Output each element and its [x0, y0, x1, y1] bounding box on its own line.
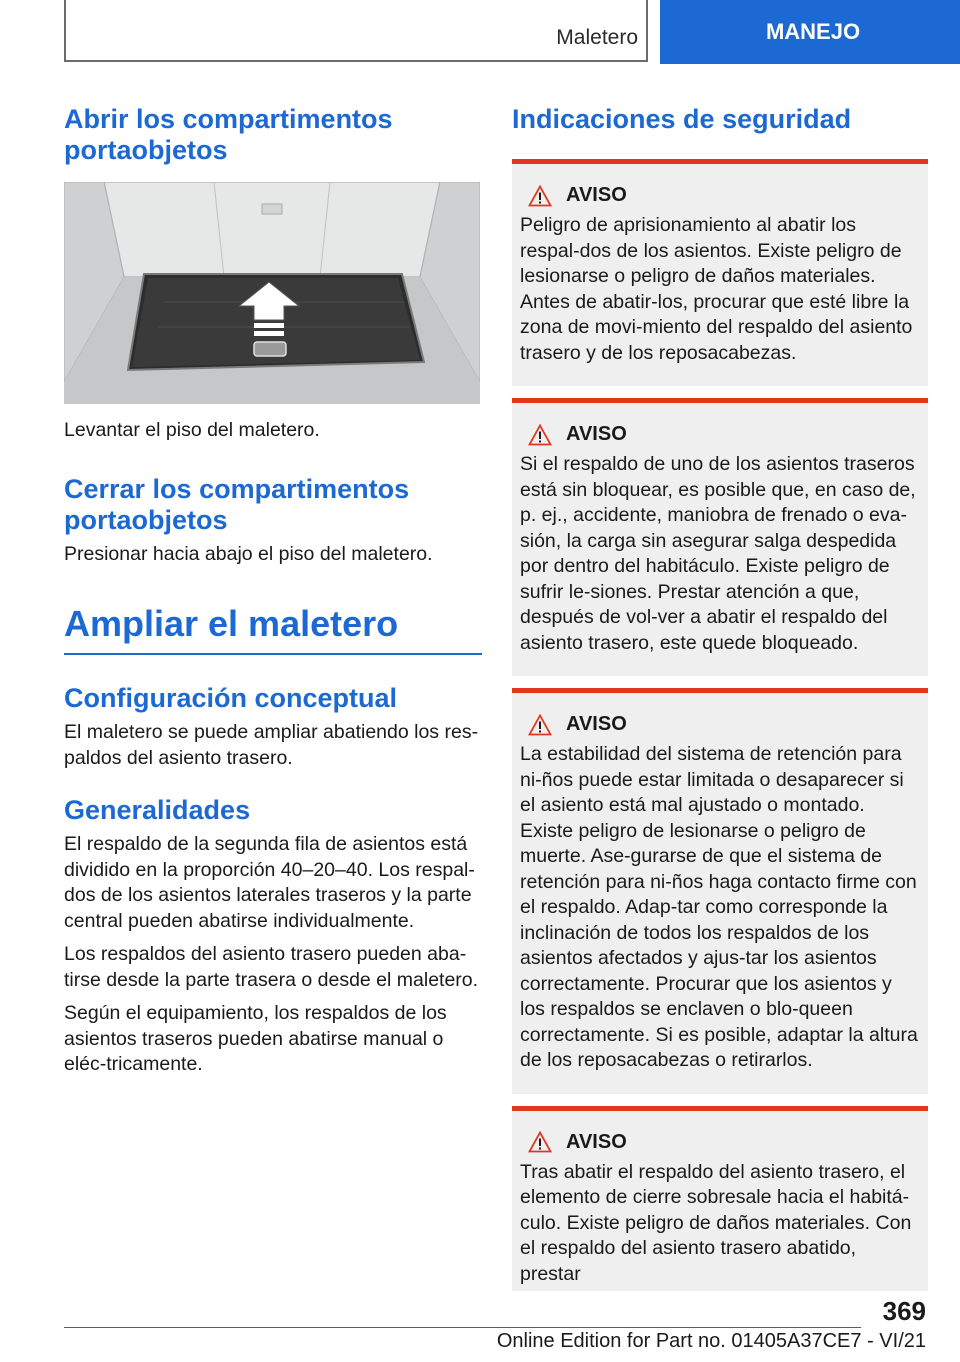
paragraph-general-3: Según el equipamiento, los respaldos de los asientos traseros pueden abatirse manual o eléc-tricamente. [64, 1002, 447, 1075]
warning-header [520, 184, 920, 207]
page-number: 369 [882, 1296, 926, 1326]
warning-text: Tras abatir el respaldo del asiento trasero, el elemento de cierre sobresale hacia el habitá-culo. Existe peligro de daños materiales. Con el respaldo del asiento trasero abatido, prestar [520, 1160, 912, 1285]
warning-box [512, 398, 928, 676]
warning-header [520, 1131, 920, 1154]
figure-caption: Levantar el piso del maletero. [64, 419, 320, 441]
warning-text: La estabilidad del sistema de retención para ni-ños puede estar limitada o desaparecer si el asiento está mal ajustado o montado. Existe peligro de lesionarse o peligro de muerte. Ase-gurarse de que el sistema de retención para ni-ños haga contacto firme con el respaldo. Adap-tar como corresponde la inclinación de todos los respaldos de los asientos afectados y ajus-tar los asientos correctamente. Procurar que los asientos y los respaldos se enclaven o blo-queen correctamente. Si es posible, adaptar la altura de los reposacabezas o retirarlos. [520, 743, 918, 1071]
warning-triangle-icon [528, 1131, 552, 1153]
heading-close-compartments: Cerrar los compartimentos portaobjetos [64, 473, 410, 535]
paragraph-close: Presionar hacia abajo el piso del maletero. [64, 542, 433, 565]
warning-title: AVISO [566, 1130, 627, 1153]
heading-expand-trunk: Ampliar el maletero [64, 603, 399, 644]
warning-header [520, 423, 920, 446]
footer-rule [64, 1327, 861, 1328]
heading-safety: Indicaciones de seguridad [512, 104, 852, 134]
paragraph-general-1: El respaldo de la segunda fila de asientos está dividido en la proporción 40–20–40. Los respal-dos de los asientos laterales traseros y la parte central pueden abatirse individualmente. [64, 833, 475, 932]
warning-triangle-icon [528, 185, 552, 207]
warning-box [512, 688, 928, 1094]
warning-box [512, 1106, 928, 1292]
warning-title: AVISO [566, 184, 627, 206]
header-chapter-label: MANEJO [765, 19, 861, 44]
warning-triangle-icon [528, 424, 552, 446]
header-section-title: Maletero [556, 26, 638, 49]
right-column [512, 104, 928, 1291]
warning-triangle-icon [528, 714, 552, 736]
left-column [64, 104, 482, 1078]
heading-general: Generalidades [64, 795, 251, 825]
warning-title: AVISO [566, 713, 627, 735]
warning-title: AVISO [566, 423, 627, 445]
heading-rule [64, 653, 482, 655]
warning-header [520, 713, 920, 736]
paragraph-general-2: Los respaldos del asiento trasero pueden aba-tirse desde la parte trasera o desde el maletero. [64, 943, 479, 991]
trunk-floor-illustration [64, 182, 480, 404]
warning-box [512, 159, 928, 386]
warning-text: Peligro de aprisionamiento al abatir los respal-dos de los asientos. Existe peligro de lesionarse o peligro de daños materiales. Antes de abatir-los, procurar que esté libre la zona de movi-miento del respaldo del asiento trasero y de los reposacabezas. [520, 214, 913, 364]
header-chapter-tab[interactable] [660, 0, 960, 64]
heading-concept: Configuración conceptual [64, 683, 398, 713]
footer-edition: Online Edition for Part no. 01405A37CE7 - VI/21 [496, 1330, 926, 1352]
paragraph-concept: El maletero se puede ampliar abatiendo los res-paldos del asiento trasero. [64, 721, 479, 769]
trunk-illustration-svg [64, 182, 480, 404]
heading-open-compartments: Abrir los compartimentos portaobjetos [64, 104, 393, 165]
warning-text: Si el respaldo de uno de los asientos traseros está sin bloquear, es posible que, en caso de, p. ej., accidente, maniobra de frenado o eva-sión, la carga sin asegurar salga despedida por dentro del habitáculo. Existe peligro de sufrir le-siones. Prestar atención a que, después de vol-ver a abatir el respaldo del asiento trasero, este quede bloqueado. [520, 453, 916, 654]
